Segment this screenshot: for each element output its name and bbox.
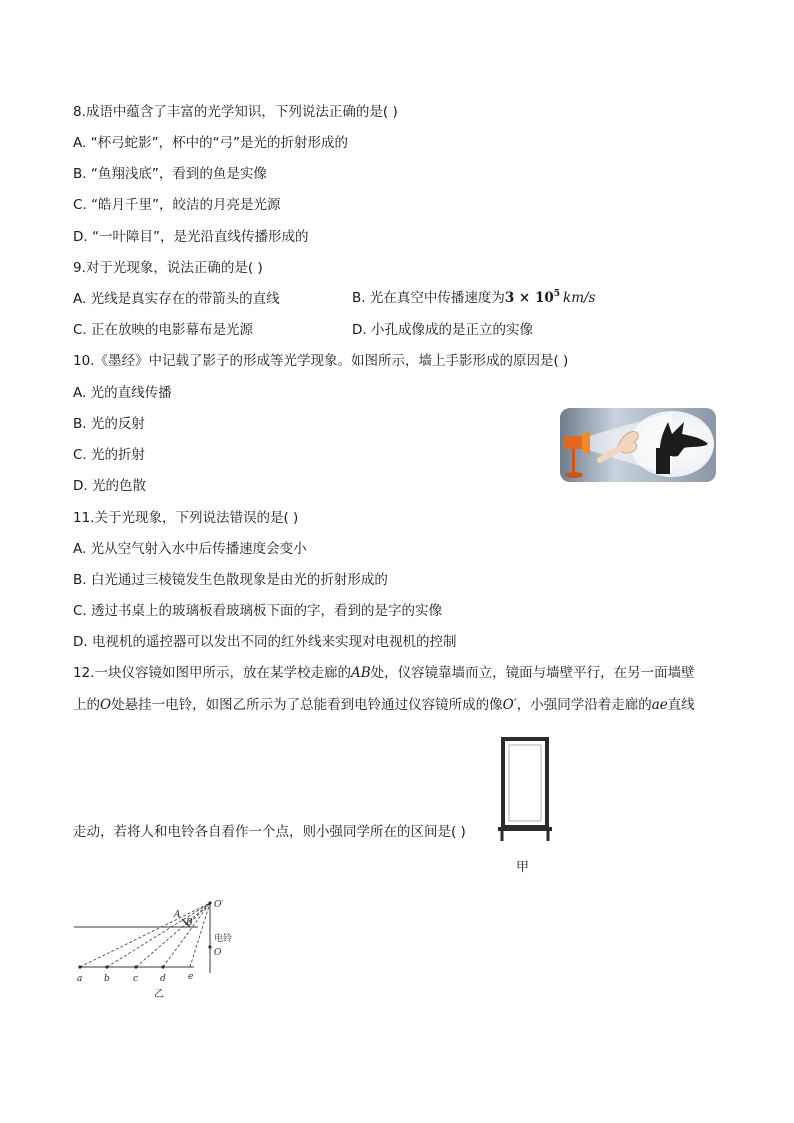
label-a-upper: A <box>174 910 181 920</box>
label-e: e <box>188 972 194 982</box>
point-a <box>78 965 81 968</box>
lamp-base <box>565 472 583 478</box>
label-a: a <box>77 974 83 984</box>
point-c <box>134 965 137 968</box>
label-bell: 电铃 <box>214 934 233 944</box>
q11-option-c: C. 透过书桌上的玻璃板看玻璃板下面的字，看到的是字的实像 <box>73 603 443 619</box>
q12-text: 直线 <box>667 697 695 713</box>
q12-math-ab: AB <box>350 665 371 681</box>
point-o <box>208 945 211 948</box>
label-c: c <box>133 974 139 984</box>
q12-line-1 <box>73 664 695 682</box>
point-b <box>105 965 108 968</box>
q12-text: 处，仪容镜靠墙而立，镜面与墙壁平行，在另一面墙壁 <box>370 665 695 681</box>
q12-line-3: 走动，若将人和电铃各自看作一个点，则小强同学所在的区间是( ) <box>73 824 466 840</box>
mirror-glass <box>509 745 541 821</box>
q9-stem: 9.对于光现象，说法正确的是( ) <box>73 260 263 276</box>
q12-text: ，小强同学沿着走廊的 <box>516 697 652 713</box>
label-o-prime: O′ <box>214 900 224 910</box>
q12-text: 上的 <box>73 697 100 713</box>
point-o-prime <box>208 901 211 904</box>
lamp-stand <box>572 449 575 473</box>
q8-option-d: D. “一叶障目”，是光沿直线传播形成的 <box>73 229 309 245</box>
q9-option-b-unit: km/s <box>563 290 596 306</box>
corridor-figure-yi <box>70 893 270 1001</box>
q12-math-o: O <box>100 697 112 713</box>
q12-math-ae: ae <box>651 697 668 713</box>
q11-option-a: A. 光从空气射入水中后传播速度会变小 <box>73 541 307 557</box>
q12-math-o-prime: O′ <box>502 697 517 713</box>
q10-option-c: C. 光的折射 <box>73 447 146 463</box>
shadow-arm <box>656 448 670 474</box>
q10-stem: 10.《墨经》中记载了影子的形成等光学现象。如图所示，墙上手影形成的原因是( ) <box>73 353 569 369</box>
q9-option-b-number: 3 × 10 <box>504 290 554 306</box>
q9-option-b-text: B. 光在真空中传播速度为 <box>352 290 505 306</box>
label-b: b <box>104 974 110 984</box>
q11-option-b: B. 白光通过三棱镜发生色散现象是由光的折射形成的 <box>73 572 388 588</box>
fig-yi-caption: 乙 <box>154 989 164 1000</box>
lamp-head <box>564 436 584 449</box>
fig-jia-caption: 甲 <box>516 860 530 875</box>
q8-option-c: C. “皓月千里”，皎洁的月亮是光源 <box>73 197 281 213</box>
lamp-reflector <box>582 430 590 455</box>
q10-option-d: D. 光的色散 <box>73 478 146 494</box>
label-o: O <box>214 948 222 958</box>
q12-text: 处悬挂一电铃，如图乙所示为了总能看到电铃通过仪容镜所成的像 <box>111 697 503 713</box>
q9-option-b-exponent: 5 <box>553 289 561 299</box>
mirror-figure-jia <box>494 737 556 843</box>
q9-option-a: A. 光线是真实存在的带箭头的直线 <box>73 291 280 307</box>
q9-option-d: D. 小孔成像成的是正立的实像 <box>352 322 533 338</box>
label-b-upper: B <box>186 918 193 928</box>
q12-line-2 <box>73 696 695 714</box>
q10-option-b: B. 光的反射 <box>73 416 145 432</box>
hand-shadow-image <box>560 408 716 482</box>
q8-option-b: B. “鱼翔浅底”，看到的鱼是实像 <box>73 166 267 182</box>
q9-option-c: C. 正在放映的电影幕布是光源 <box>73 322 254 338</box>
q8-option-a: A. “杯弓蛇影”，杯中的“弓”是光的折射形成的 <box>73 135 349 151</box>
q9-option-b <box>352 289 595 307</box>
q12-text: 12.一块仪容镜如图甲所示，放在某学校走廊的 <box>73 665 351 681</box>
label-d: d <box>160 974 166 984</box>
point-d <box>161 965 164 968</box>
sight-lines <box>80 903 210 967</box>
q11-stem: 11.关于光现象，下列说法错误的是( ) <box>73 510 299 526</box>
q8-stem: 8.成语中蕴含了丰富的光学知识，下列说法正确的是( ) <box>73 104 398 120</box>
q10-option-a: A. 光的直线传播 <box>73 385 172 401</box>
q11-option-d: D. 电视机的遥控器可以发出不同的红外线来实现对电视机的控制 <box>73 634 457 650</box>
